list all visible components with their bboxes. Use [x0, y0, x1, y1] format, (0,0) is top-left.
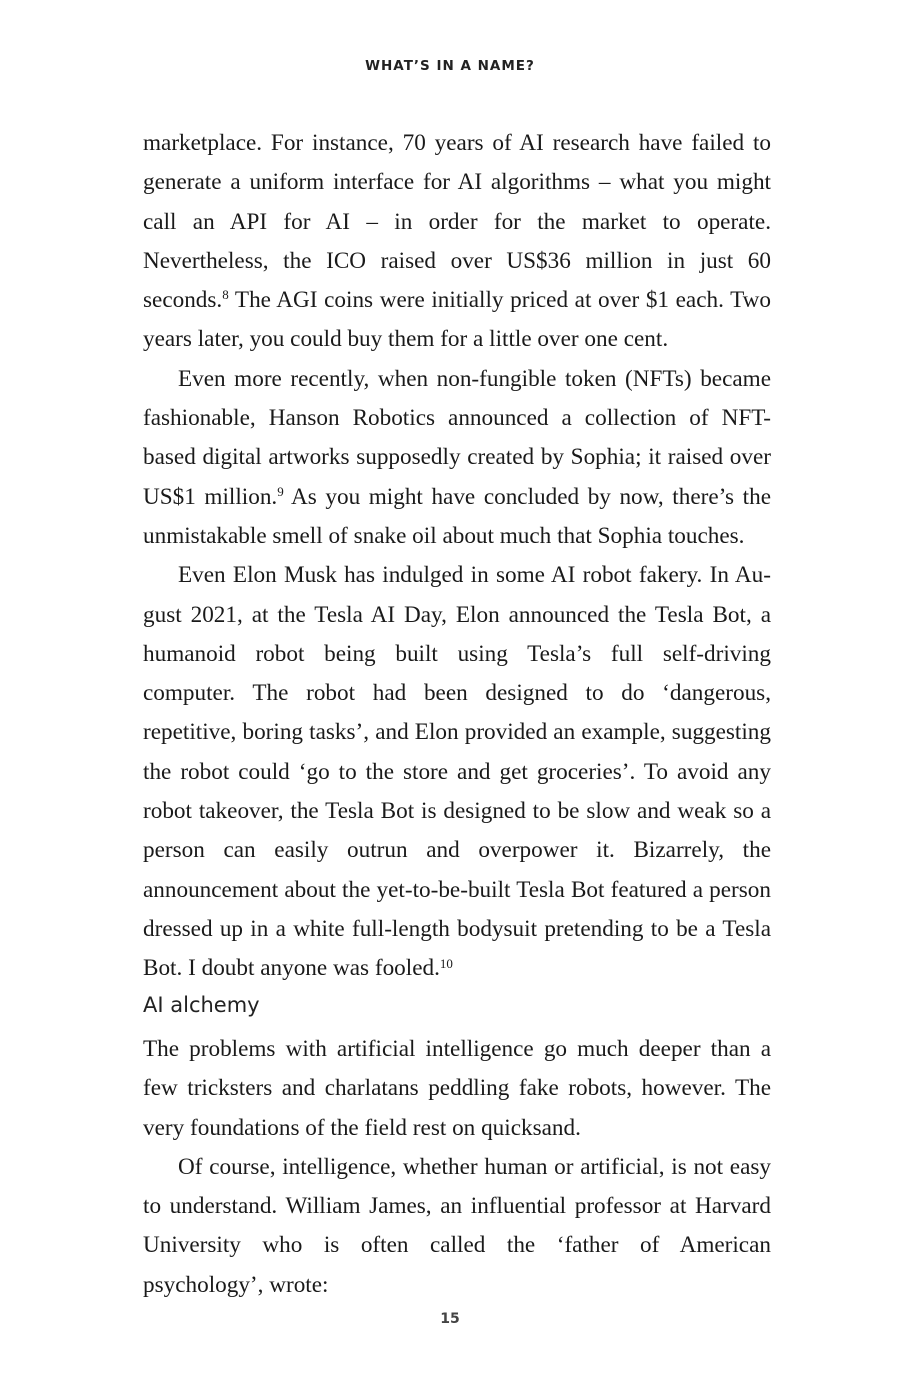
- paragraph-5-text: Of course, intelligence, whether human or artificial, is not easy to understand. William James, an influential professor at Harvard University who is often called the ‘father of American psychology’, wrote:: [143, 1153, 771, 1298]
- footnote-ref-9: 9: [277, 483, 284, 499]
- page-number: 15: [440, 1311, 460, 1327]
- paragraph-2-text-a: Even more recently, when non-fungible token (NFTs) became fashionable, Hanson Robotics announced a collection of NFT-based digital artworks supposedly created by Sophia; it raised over US$1 million.: [143, 365, 771, 510]
- paragraph-3: [143, 556, 771, 988]
- body-text-top: [143, 124, 771, 989]
- footnote-ref-10: 10: [439, 955, 453, 971]
- paragraph-2: [143, 360, 771, 556]
- section-heading: AI alchemy: [143, 993, 260, 1017]
- paragraph-2-text-b: As you might have concluded by now, there’s the unmistakable smell of snake oil about much that Sophia touches.: [143, 483, 771, 549]
- paragraph-4: [143, 1030, 771, 1148]
- running-head: WHAT’S IN A NAME?: [365, 58, 535, 74]
- paragraph-1-text-b: The AGI coins were initially priced at over $1 each. Two years later, you could buy them for a little over one cent.: [143, 287, 771, 353]
- paragraph-3-text-a: Even Elon Musk has indulged in some AI robot fakery. In August 2021, at the Tesla AI Day, Elon announced the Tesla Bot, a humanoid robot being built using Tesla’s full self-driving computer. The robot had been designed to do ‘dangerous, repetitive, boring tasks’, and Elon provided an example, suggesting the robot could ‘go to the store and get groceries’. To avoid any robot takeover, the Tesla Bot is designed to be slow and weak so a person can easily outrun and overpower it. Bizarrely, the announcement about the yet-to-be-built Tesla Bot featured a person dressed up in a white full-length bodysuit pretending to be a Tesla Bot. I doubt anyone was fooled.: [143, 562, 771, 982]
- paragraph-1: [143, 124, 771, 360]
- paragraph-1-text-a: marketplace. For instance, 70 years of AI research have failed to generate a uniform interface for AI algorithms – what you might call an API for AI – in order for the market to operate. Nevertheless, the ICO raised over US$36 million in just 60 seconds.: [143, 130, 771, 314]
- body-text-bottom: [143, 1030, 771, 1305]
- footnote-ref-8: 8: [222, 287, 229, 303]
- paragraph-5: [143, 1148, 771, 1305]
- paragraph-4-text: The problems with artificial intelligence go much deeper than a few tricksters and charlatans peddling fake robots, however. The very foundations of the field rest on quicksand.: [143, 1036, 771, 1141]
